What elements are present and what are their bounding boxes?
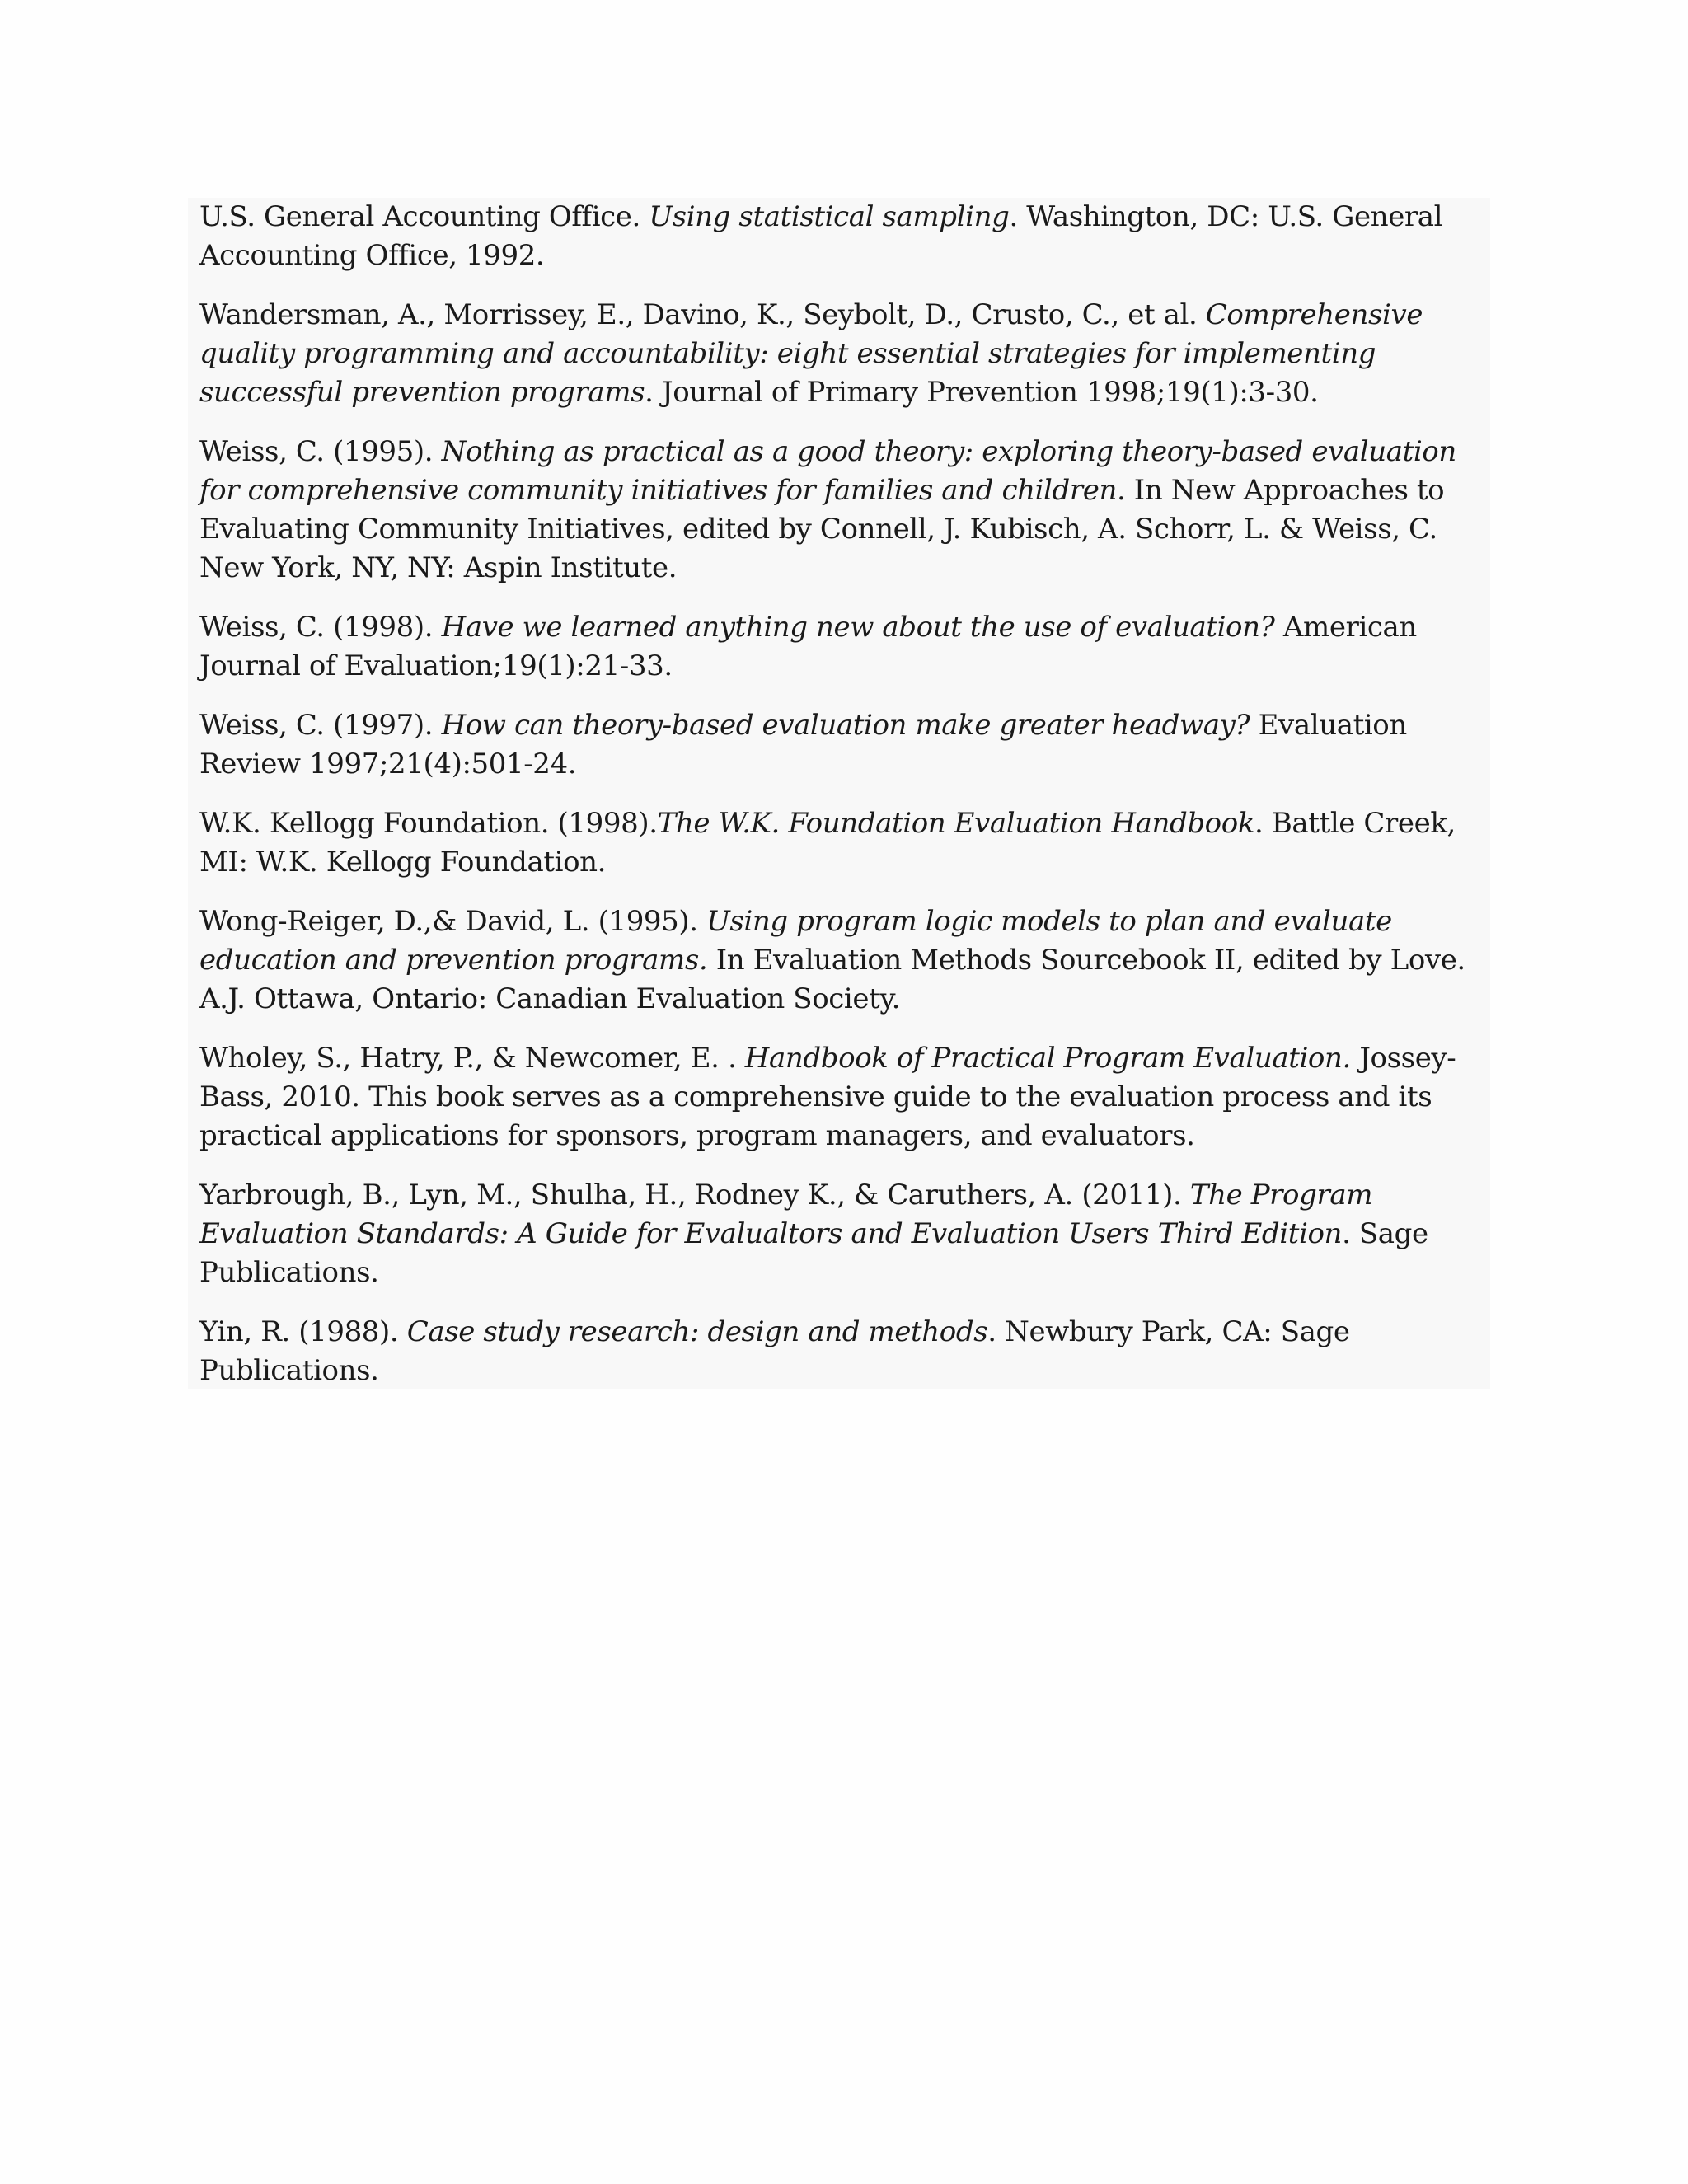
reference-title: Using program logic models to plan and evaluate education and prevention programs.: [199, 905, 1392, 977]
reference-entry: [199, 706, 1480, 784]
reference-source: . Battle Creek, MI: W.K. Kellogg Foundation.: [199, 807, 1456, 879]
reference-source: Evaluation Review 1997;21(4):501-24.: [199, 709, 1407, 780]
reference-entry: [199, 1176, 1480, 1292]
reference-entry: [199, 1313, 1480, 1390]
reference-authors: W.K. Kellogg Foundation. (1998).: [199, 807, 658, 840]
reference-source: American Journal of Evaluation;19(1):21-33.: [199, 611, 1417, 682]
reference-entry: [199, 433, 1480, 588]
reference-authors: Weiss, C. (1995).: [199, 435, 442, 468]
reference-title: Have we learned anything new about the use of evaluation?: [441, 611, 1275, 644]
reference-source: Jossey-Bass, 2010. This book serves as a comprehensive guide to the evaluation process and its practical applications for sponsors, program managers, and evaluators.: [199, 1042, 1456, 1152]
reference-title: Nothing as practical as a good theory: exploring theory-based evaluation for comprehensive community initiatives for families and children: [199, 435, 1456, 507]
reference-authors: Weiss, C. (1998).: [199, 611, 442, 644]
reference-source: . Washington, DC: U.S. General Accounting Office, 1992.: [199, 200, 1443, 272]
reference-list: [188, 198, 1490, 1389]
reference-entry: [199, 804, 1480, 882]
reference-entry: [199, 902, 1480, 1019]
reference-authors: Yin, R. (1988).: [199, 1315, 407, 1348]
reference-title: Using statistical sampling: [649, 200, 1010, 233]
reference-entry: [199, 296, 1480, 412]
reference-title: Comprehensive quality programming and accountability: eight essential strategies for implementing successful prevention programs: [199, 298, 1423, 409]
reference-source: . Journal of Primary Prevention 1998;19(1):3-30.: [645, 376, 1319, 409]
reference-entry: [199, 198, 1480, 275]
reference-title: The W.K. Foundation Evaluation Handbook: [657, 807, 1255, 840]
reference-source: In Evaluation Methods Sourcebook II, edited by Love. A.J. Ottawa, Ontario: Canadian Evaluation Society.: [199, 944, 1465, 1015]
reference-entry: [199, 1039, 1480, 1155]
reference-authors: Yarbrough, B., Lyn, M., Shulha, H., Rodney K., & Caruthers, A. (2011).: [199, 1179, 1190, 1212]
reference-title: Handbook of Practical Program Evaluation.: [744, 1042, 1351, 1075]
reference-source: . Sage Publications.: [199, 1217, 1428, 1289]
reference-source: . Newbury Park, CA: Sage Publications.: [199, 1315, 1350, 1387]
reference-authors: Wholey, S., Hatry, P., & Newcomer, E. .: [199, 1042, 745, 1075]
reference-authors: Weiss, C. (1997).: [199, 709, 442, 742]
reference-authors: U.S. General Accounting Office.: [199, 200, 649, 233]
reference-title: How can theory-based evaluation make greater headway?: [441, 709, 1250, 742]
reference-authors: Wandersman, A., Morrissey, E., Davino, K., Seybolt, D., Crusto, C., et al.: [199, 298, 1206, 331]
reference-authors: Wong-Reiger, D.,& David, L. (1995).: [199, 905, 707, 938]
reference-title: The Program Evaluation Standards: A Guide for Evalualtors and Evaluation Users Third Edition: [199, 1179, 1373, 1250]
reference-source: . In New Approaches to Evaluating Community Initiatives, edited by Connell, J. Kubisch, A. Schorr, L. & Weiss, C. New York, NY, NY: Aspin Institute.: [199, 474, 1445, 584]
reference-entry: [199, 608, 1480, 686]
reference-title: Case study research: design and methods: [406, 1315, 988, 1348]
